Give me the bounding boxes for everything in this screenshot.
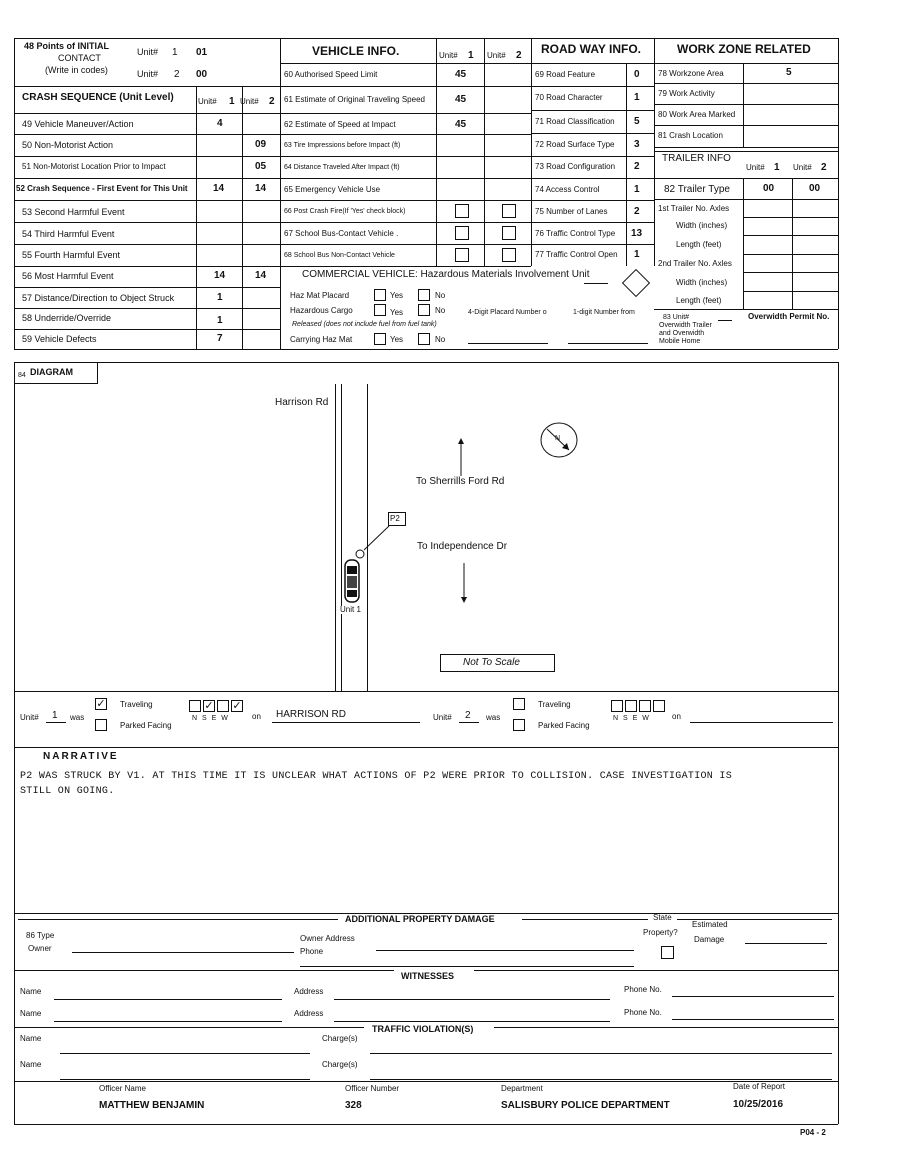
released-note: Released (does not include fuel from fuel tank): [292, 321, 437, 328]
arrow-down-icon: [458, 563, 470, 603]
crash-seq-row-u2: 09: [255, 139, 267, 150]
work-area-marked-label: 80 Work Area Marked: [658, 110, 736, 119]
unit2-traveling-checkbox[interactable]: [513, 698, 525, 710]
vehicle-row-label: 62 Estimate of Speed at Impact: [284, 120, 396, 129]
poi-unit2-label: Unit#: [137, 69, 159, 79]
travel-unit-label: Unit#: [20, 713, 39, 722]
crash-seq-row-u2: 05: [255, 161, 267, 172]
hazmat-yes-label: Yes: [390, 335, 404, 344]
unit83-overwidth-trailer: Overwidth Trailer: [659, 322, 712, 329]
witness-phone-label: Phone No.: [624, 1008, 662, 1017]
crash-seq-row-label: 57 Distance/Direction to Object Struck: [22, 293, 175, 303]
vehicle-row-label: 65 Emergency Vehicle Use: [284, 185, 381, 194]
overwidth-permit-label: Overwidth Permit No.: [748, 312, 830, 321]
state-property-label: Property?: [643, 928, 678, 937]
officer-number: 328: [345, 1100, 362, 1111]
travel-was-label: was: [70, 713, 85, 722]
roadway-row-label: 71 Road Classification: [535, 117, 615, 126]
roadway-row-value: 2: [634, 206, 640, 217]
crash-seq-unit2-label: Unit#: [240, 97, 259, 106]
trailer1-axles-label: 1st Trailer No. Axles: [658, 204, 730, 213]
diagram-tab-label: DIAGRAM: [30, 367, 73, 377]
vehicle-row-u1: 45: [455, 69, 467, 80]
unit2-parked-checkbox[interactable]: [513, 719, 525, 731]
roadway-row-value: 2: [634, 161, 640, 172]
p2-label: P2: [390, 514, 400, 523]
crash-seq-row-u1: 4: [217, 118, 223, 129]
crash-seq-row-label: 53 Second Harmful Event: [22, 207, 125, 217]
roadway-row-label: 75 Number of Lanes: [535, 207, 608, 216]
vehicle-row-label: 64 Distance Traveled After Impact (ft): [284, 164, 400, 171]
trailer-type-label: 82 Trailer Type: [664, 184, 730, 195]
department-name: SALISBURY POLICE DEPARTMENT: [501, 1100, 670, 1111]
poi-unit2-value: 00: [196, 69, 208, 80]
violation-charges-label: Charge(s): [322, 1060, 358, 1069]
unit2-dir-w-checkbox[interactable]: [653, 700, 665, 712]
unit2-parked-label: Parked Facing: [538, 721, 590, 730]
one-digit-number-label: 1-digit Number from: [573, 309, 635, 316]
vehicle-unit1-label: Unit#: [439, 51, 458, 60]
trailer-unit2-label: Unit#: [793, 163, 812, 172]
crash-seq-row-u1: 14: [213, 183, 225, 194]
hazardous-cargo-no-checkbox[interactable]: [418, 304, 430, 316]
unit2-traveling-label: Traveling: [538, 700, 571, 709]
poi-unit1-num: 1: [172, 47, 178, 58]
work-activity-label: 79 Work Activity: [658, 89, 715, 98]
roadway-row-label: 77 Traffic Control Open: [535, 250, 618, 259]
unit2-dir-e-checkbox[interactable]: [639, 700, 651, 712]
narrative-title: NARRATIVE: [43, 751, 119, 762]
date-of-report-label: Date of Report: [733, 1082, 786, 1091]
roadway-row-value: 1: [634, 249, 640, 260]
trailer2-axles-label: 2nd Trailer No. Axles: [658, 259, 732, 268]
owner-phone-label: Phone: [300, 947, 324, 956]
trailer2-length-label: Length (feet): [676, 296, 722, 305]
vehicle-row-label: 60 Authorised Speed Limit: [284, 70, 378, 79]
travel-unit1-num: 1: [52, 710, 58, 721]
vehicle-unit2-num: 2: [516, 50, 522, 61]
four-digit-placard-label: 4-Digit Placard Number o: [468, 309, 547, 316]
carrying-hazmat-yes-checkbox[interactable]: [374, 333, 386, 345]
roadway-row-value: 1: [634, 92, 640, 103]
hazmat-no-label: No: [435, 291, 446, 300]
poi-unit2-num: 2: [174, 69, 180, 80]
owner-address-label: Owner Address: [300, 934, 355, 943]
unit1-dir-s-checkbox[interactable]: ✓: [204, 700, 214, 712]
roadway-row-value: 5: [634, 116, 640, 127]
crash-seq-row-label: 49 Vehicle Maneuver/Action: [22, 119, 134, 129]
trailer-unit1-label: Unit#: [746, 163, 765, 172]
north-label: N: [555, 435, 561, 442]
state-property-checkbox[interactable]: [661, 946, 674, 959]
vehicle-row-label: 68 School Bus Non-Contact Vehicle: [284, 252, 395, 259]
vehicle-row-label: 61 Estimate of Original Traveling Speed: [284, 95, 425, 104]
narrative-line-2: STILL ON GOING.: [20, 786, 115, 797]
poi-subtitle: (Write in codes): [45, 65, 108, 75]
witness-phone-label: Phone No.: [624, 985, 662, 994]
workzone-area-value: 5: [786, 67, 792, 78]
carrying-hazmat-label: Carrying Haz Mat: [290, 335, 353, 344]
crash-seq-row-label: 55 Fourth Harmful Event: [22, 250, 121, 260]
vehicle-unit1-num: 1: [468, 50, 474, 61]
violation-charges-label: Charge(s): [322, 1034, 358, 1043]
vehicle-unit1-icon: [343, 558, 361, 604]
unit1-road-value: HARRISON RD: [276, 709, 347, 720]
hazmat-yes-label: Yes: [390, 308, 404, 317]
poi-title-2: CONTACT: [58, 53, 101, 63]
roadway-row-label: 69 Road Feature: [535, 70, 596, 79]
school-bus-noncontact-u2-checkbox[interactable]: [502, 248, 516, 262]
hazmat-no-label: No: [435, 306, 446, 315]
crash-seq-row-label: 51 Non-Motorist Location Prior to Impact: [22, 162, 166, 171]
witness-name-label: Name: [20, 987, 42, 996]
witness-address-label: Address: [294, 987, 324, 996]
harrison-rd-label: Harrison Rd: [275, 397, 329, 408]
hazmat-placard-yes-checkbox[interactable]: [374, 289, 386, 301]
unit83-and-overwidth: and Overwidth: [659, 330, 705, 337]
poi-unit1-label: Unit#: [137, 47, 159, 57]
unit1-traveling-label: Traveling: [120, 700, 153, 709]
violation-name-label: Name: [20, 1060, 42, 1069]
crash-seq-row-u2: 14: [255, 183, 267, 194]
workzone-title: WORK ZONE RELATED: [677, 42, 811, 56]
roadway-row-value: 13: [631, 228, 643, 239]
property-damage-title: ADDITIONAL PROPERTY DAMAGE: [345, 914, 495, 924]
vehicle-row-label: 67 School Bus-Contact Vehicle .: [284, 229, 399, 238]
trailer-unit2-num: 2: [821, 162, 827, 173]
unit1-dir-labels: N S E W: [192, 715, 230, 722]
crash-seq-row-label: 54 Third Harmful Event: [22, 229, 115, 239]
roadway-row-value: 0: [634, 69, 640, 80]
roadway-row-label: 70 Road Character: [535, 93, 603, 102]
travel-unit-label: Unit#: [433, 713, 452, 722]
hazmat-no-label: No: [435, 335, 446, 344]
unit2-dir-n-checkbox[interactable]: [611, 700, 623, 712]
date-of-report: 10/25/2016: [733, 1099, 784, 1110]
school-bus-contact-u1-checkbox[interactable]: [455, 226, 469, 240]
arrow-up-icon: [455, 438, 467, 476]
witness-name-label: Name: [20, 1009, 42, 1018]
trailer-type-u2: 00: [809, 183, 821, 194]
poi-unit1-value: 01: [196, 47, 208, 58]
damage-label: Damage: [694, 935, 725, 944]
crash-seq-row-u1: 14: [214, 270, 226, 281]
vehicle-row-u1: 45: [455, 119, 467, 130]
vehicle-row-label: 63 Tire Impressions before Impact (ft): [284, 142, 401, 149]
post-crash-fire-u1-checkbox[interactable]: [455, 204, 469, 218]
page-identifier: P04 - 2: [800, 1128, 826, 1137]
trailer1-width-label: Width (inches): [676, 221, 728, 230]
unit2-dir-labels: N S E W: [613, 715, 651, 722]
roadway-row-label: 72 Road Surface Type: [535, 140, 615, 149]
crash-seq-row-label: 52 Crash Sequence - First Event for This Unit: [16, 184, 188, 193]
vehicle-row-u1: 45: [455, 94, 467, 105]
roadway-row-label: 74 Access Control: [535, 185, 600, 194]
school-bus-contact-u2-checkbox[interactable]: [502, 226, 516, 240]
to-sherrills-label: To Sherrills Ford Rd: [416, 476, 505, 487]
hazmat-diamond-icon: [622, 269, 650, 297]
crash-seq-row-u2: 14: [255, 270, 267, 281]
commercial-title: COMMERCIAL VEHICLE: Hazardous Materials Involvement Unit: [302, 269, 590, 280]
vehicle-row-label: 66 Post Crash Fire(If 'Yes' check block): [284, 208, 406, 215]
hazmat-placard-no-checkbox[interactable]: [418, 289, 430, 301]
hazmat-yes-label: Yes: [390, 291, 404, 300]
roadway-row-label: 73 Road Configuration: [535, 162, 616, 171]
unit2-dir-s-checkbox[interactable]: [625, 700, 637, 712]
unit83-label: 83 Unit#: [663, 314, 690, 321]
roadway-row-value: 3: [634, 139, 640, 150]
crash-seq-row-u1: 1: [217, 292, 223, 303]
witness-address-label: Address: [294, 1009, 324, 1018]
hazardous-cargo-label: Hazardous Cargo: [290, 306, 353, 315]
poi-title: 48 Points of INITIAL: [24, 41, 110, 51]
crash-seq-unit1-num: 1: [229, 96, 235, 107]
roadway-row-label: 76 Traffic Control Type: [535, 229, 616, 238]
unit1-on-label: on: [252, 712, 261, 721]
post-crash-fire-u2-checkbox[interactable]: [502, 204, 516, 218]
witnesses-title: WITNESSES: [401, 971, 455, 981]
crash-location-label: 81 Crash Location: [658, 131, 723, 140]
workzone-area-label: 78 Workzone Area: [658, 69, 724, 78]
narrative-line-1: P2 WAS STRUCK BY V1. AT THIS TIME IT IS UNCLEAR WHAT ACTIONS OF P2 WERE PRIOR TO COLLISION. CASE INVESTIGATION IS: [20, 771, 733, 782]
property-owner-label: Owner: [28, 944, 52, 953]
unit1-diagram-label: Unit 1: [340, 605, 361, 614]
property-type-label: 86 Type: [26, 931, 55, 940]
officer-name: MATTHEW BENJAMIN: [99, 1100, 205, 1111]
crash-seq-row-label: 59 Vehicle Defects: [22, 334, 97, 344]
carrying-hazmat-no-checkbox[interactable]: [418, 333, 430, 345]
violations-title: TRAFFIC VIOLATION(S): [372, 1024, 474, 1034]
trailer-unit1-num: 1: [774, 162, 780, 173]
unit83-mobile-home: Mobile Home: [659, 338, 701, 345]
travel-was-label: was: [486, 713, 501, 722]
crash-seq-row-label: 50 Non-Motorist Action: [22, 140, 114, 150]
roadway-row-value: 1: [634, 184, 640, 195]
officer-name-label: Officer Name: [99, 1084, 146, 1093]
trailer1-length-label: Length (feet): [676, 240, 722, 249]
not-to-scale-label: Not To Scale: [463, 657, 520, 668]
crash-seq-row-u1: 7: [217, 333, 223, 344]
state-label: State: [653, 913, 672, 922]
school-bus-noncontact-u1-checkbox[interactable]: [455, 248, 469, 262]
violation-name-label: Name: [20, 1034, 42, 1043]
unit1-dir-e-checkbox[interactable]: [217, 700, 229, 712]
hazmat-placard-label: Haz Mat Placard: [290, 291, 350, 300]
unit1-traveling-checkbox[interactable]: ✓: [96, 698, 106, 710]
unit2-on-label: on: [672, 712, 681, 721]
department-label: Department: [501, 1084, 543, 1093]
unit1-dir-w-checkbox[interactable]: ✓: [232, 700, 242, 712]
crash-seq-row-u1: 1: [217, 315, 223, 326]
trailer-type-u1: 00: [763, 183, 775, 194]
crash-seq-unit1-label: Unit#: [198, 97, 217, 106]
officer-number-label: Officer Number: [345, 1084, 400, 1093]
diagram-tab-number: 84: [18, 372, 26, 379]
crash-seq-title: CRASH SEQUENCE (Unit Level): [22, 92, 174, 103]
crash-seq-row-label: 56 Most Harmful Event: [22, 271, 114, 281]
travel-unit2-num: 2: [465, 710, 471, 721]
crash-seq-row-label: 58 Underride/Override: [22, 313, 112, 323]
roadway-info-title: ROAD WAY INFO.: [541, 42, 642, 56]
estimated-label: Estimated: [692, 920, 728, 929]
vehicle-unit2-label: Unit#: [487, 51, 506, 60]
vehicle-info-title: VEHICLE INFO.: [312, 44, 400, 58]
unit1-parked-checkbox[interactable]: [95, 719, 107, 731]
to-independence-label: To Independence Dr: [417, 541, 508, 552]
trailer-info-title: TRAILER INFO: [662, 153, 731, 164]
unit1-dir-n-checkbox[interactable]: [189, 700, 201, 712]
crash-seq-unit2-num: 2: [269, 96, 275, 107]
unit1-parked-label: Parked Facing: [120, 721, 172, 730]
trailer2-width-label: Width (inches): [676, 278, 728, 287]
hazardous-cargo-yes-checkbox[interactable]: [374, 304, 386, 316]
